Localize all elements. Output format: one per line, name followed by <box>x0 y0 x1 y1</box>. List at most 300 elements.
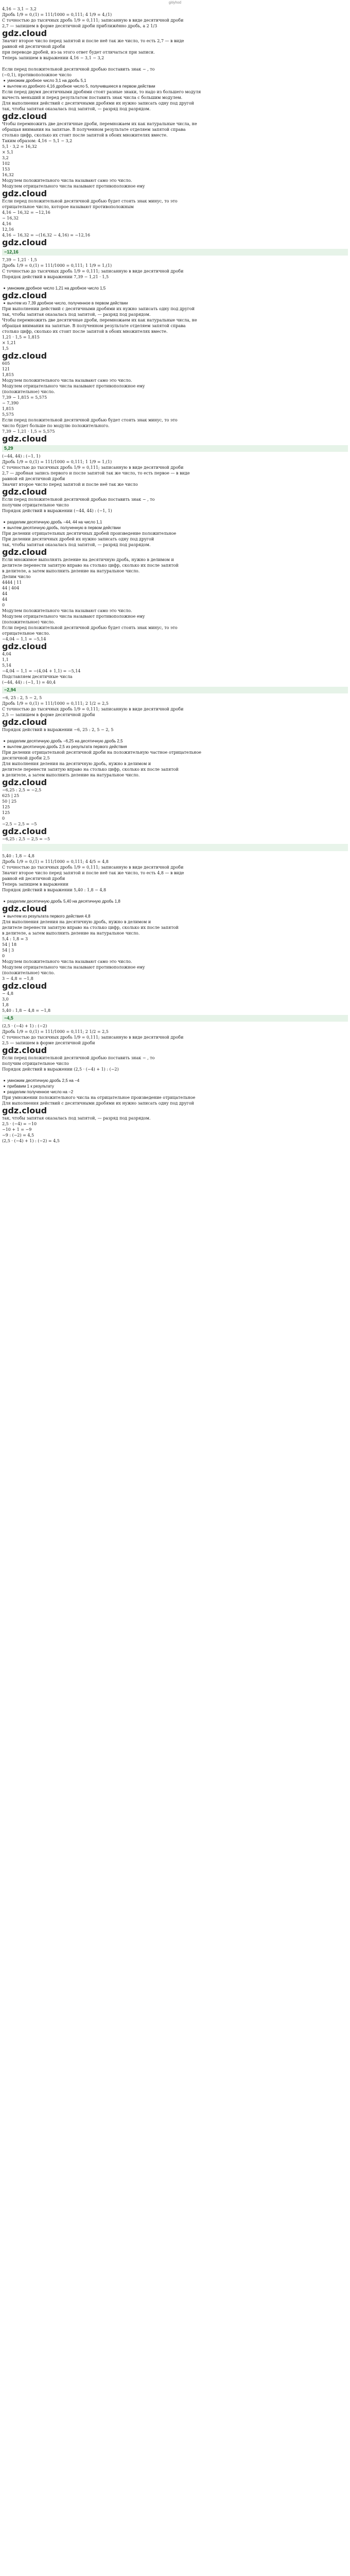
spacer-line <box>2 2209 348 2215</box>
spacer-line <box>2 1161 348 1166</box>
spacer-line <box>2 2476 348 2481</box>
spacer-line <box>2 1988 348 1994</box>
spacer-line <box>2 1268 348 1274</box>
spacer-line <box>2 1682 348 1688</box>
solution-line: 7,39 − 1,815 = 5,575 <box>2 395 47 400</box>
solution-line: Если перед двумя десятичными дробями стоят разные знаки, то надо из большего модуля <box>2 90 201 94</box>
spacer-line <box>2 2102 348 2107</box>
solution-line: 3,0 <box>2 997 9 1002</box>
solution-line: в делителе, а затем выполнить деление на натуральное число. <box>2 569 140 573</box>
spacer-line <box>2 1778 348 1784</box>
spacer-line <box>2 1909 348 1914</box>
step-list-item: прибавим 1 к результату <box>2 1083 348 1089</box>
answer-highlight: 5,29 <box>2 445 348 452</box>
watermark-text: gdz.cloud <box>2 981 47 991</box>
solution-line: Для выполнения действий с десятичными дробями их нужно записать одну под другой <box>2 1101 194 1106</box>
solution-line: Если перед положительной десятичной дробью поставить знак − , то <box>2 1056 155 1060</box>
spacer-line <box>2 1920 348 1926</box>
spacer-line <box>2 1801 348 1807</box>
spacer-line <box>2 1240 348 1246</box>
solution-line: 7,39 − 1,21 · 1,5 <box>2 258 37 262</box>
spacer-line <box>2 1529 348 1535</box>
solution-line: вычесть меньший и перед результатом поставить знак числа с большим модулем. <box>2 95 183 100</box>
watermark-text: gdz.cloud <box>2 111 47 121</box>
solution-line: С точностью до тысячных дробь 1/9 = 0,111; записанную в виде десятичной дроби <box>2 707 184 711</box>
solution-line: Порядок действий в выражении 5,40 : 1,8 − 4,8 <box>2 888 107 892</box>
watermark-text: gdz.cloud <box>2 826 47 836</box>
solution-line: 44 | 404 <box>2 586 20 590</box>
spacer-line <box>2 1552 348 1557</box>
solution-line: так, чтобы запятая оказалась под запятой, — разряд под разрядом. <box>2 543 151 547</box>
spacer-line <box>2 1824 348 1829</box>
spacer-line <box>2 1812 348 1818</box>
spacer-line <box>2 1977 348 1982</box>
spacer-line <box>2 1608 348 1614</box>
spacer-line <box>2 2045 348 2050</box>
step-list-item: разделим полученное число на −2 <box>2 1089 348 1095</box>
spacer-line <box>2 1478 348 1484</box>
spacer-line <box>2 1852 348 1858</box>
solution-line <box>2 61 348 66</box>
solution-line: 4,04 <box>2 652 11 656</box>
solution-line: 5,1 · 3,2 = 16,32 <box>2 144 37 149</box>
spacer-line <box>2 1841 348 1846</box>
spacer-line <box>2 1716 348 1722</box>
solution-line: Значит второе число перед запятой и после неё так же число, то есть 2,7 — в виде <box>2 39 184 43</box>
spacer-line <box>2 1614 348 1620</box>
spacer-line <box>2 2413 348 2419</box>
spacer-line <box>2 2255 348 2260</box>
spacer-line <box>2 1506 348 1512</box>
spacer-line <box>2 1421 348 1427</box>
solution-line: Модулем положительного числа называют само это число. <box>2 959 132 964</box>
solution-line: 102 <box>2 161 10 166</box>
solution-line: Таким образом: 4,16 − 5,1 − 3,2 <box>2 139 73 143</box>
spacer-line <box>2 1166 348 1172</box>
spacer-line <box>2 1348 348 1353</box>
solution-line: 16,32 <box>2 173 14 177</box>
solution-line: −6, 25 : 2, 5 − 2, 5 <box>2 696 42 700</box>
spacer-line <box>2 1149 348 1155</box>
solution-line: 2,5 — запишем в форме десятичной дроби <box>2 1041 95 1045</box>
spacer-line <box>2 1410 348 1416</box>
solution-line: Модулем положительного числа называют само это число. <box>2 608 132 613</box>
spacer-line <box>2 1399 348 1404</box>
spacer-line <box>2 1183 348 1189</box>
spacer-line <box>2 2493 348 2498</box>
spacer-line <box>2 2549 348 2555</box>
spacer-line <box>2 1314 348 1319</box>
spacer-line <box>2 2170 348 2175</box>
solution-line: 54 | 18 <box>2 942 17 947</box>
watermark-text: gdz.cloud <box>2 189 47 198</box>
spacer-line <box>2 2050 348 2056</box>
spacer-line <box>2 2289 348 2294</box>
solution-line: равной ей десятичной дроби <box>2 477 65 481</box>
solution-line: Дробь 1/9 = 0,(1) = 111/1000 = 0,111; 2 1/2 = 2,5 <box>2 701 109 706</box>
spacer-line <box>2 1858 348 1863</box>
solution-line: × 1,21 <box>2 341 16 345</box>
spacer-line <box>2 1195 348 1200</box>
solution-line: делителе перенести запятую вправо на столько цифр, сколько их после запятой <box>2 925 179 930</box>
solution-line: отрицательное число, которое называют противоположным <box>2 205 134 209</box>
spacer-line <box>2 1625 348 1631</box>
spacer-line <box>2 2187 348 2192</box>
step-list-item: умножим дробное число 1,21 на дробное число 1,5 <box>2 285 348 291</box>
solution-line: Модулем отрицательного числа называют противоположное ему <box>2 965 145 970</box>
solution-line: (положительное) число. <box>2 389 55 394</box>
solution-line: 44 <box>2 591 8 596</box>
spacer-line <box>2 1461 348 1467</box>
watermark-text: gdz.cloud <box>2 777 47 787</box>
spacer-line <box>2 2527 348 2532</box>
spacer-line <box>2 1450 348 1455</box>
spacer-line <box>2 1937 348 1943</box>
spacer-line <box>2 2572 348 2576</box>
solution-line: получим отрицательное число <box>2 1061 69 1066</box>
solution-line: 0 <box>2 603 5 607</box>
spacer-line <box>2 1835 348 1841</box>
spacer-line <box>2 2215 348 2221</box>
watermark-text: gdz.cloud <box>2 238 47 247</box>
spacer-line <box>2 2481 348 2487</box>
spacer-line <box>2 1189 348 1195</box>
solution-line: так, чтобы запятая оказалась под запятой, — разряд под разрядом. <box>2 107 151 111</box>
solution-line: 1,8 <box>2 1003 9 1007</box>
spacer-line <box>2 1869 348 1875</box>
solution-line: в делителе, а затем выполнить деление на натуральное число. <box>2 931 140 936</box>
solution-line: 50 | 25 <box>2 799 17 804</box>
solution-line: 4,16 − 16,32 = −12,16 <box>2 210 50 215</box>
solution-line: Модулем отрицательного числа называют противоположное ему <box>2 614 145 619</box>
spacer-line <box>2 1438 348 1444</box>
spacer-line <box>2 2249 348 2255</box>
spacer-line <box>2 1886 348 1892</box>
solution-line: (2,5 · (−4) + 1) : (−2) <box>2 1024 47 1028</box>
solution-line: 125 <box>2 810 10 815</box>
spacer-line <box>2 2408 348 2413</box>
solution-line: в делителе, а затем выполнить деление на натуральное число. <box>2 773 140 777</box>
answer-highlight: −2,94 <box>2 687 348 693</box>
spacer-line <box>2 2430 348 2436</box>
spacer-line <box>2 1489 348 1495</box>
spacer-line <box>2 1897 348 1903</box>
spacer-line <box>2 1620 348 1625</box>
spacer-line <box>2 2079 348 2084</box>
spacer-line <box>2 2294 348 2300</box>
solution-line: При делении отрицательной десятичной дроби на положительную частное отрицательное <box>2 750 202 755</box>
solution-line: обращая внимания на запятые. В полученном результате отделяем запятой справа <box>2 127 186 132</box>
spacer-line <box>2 1880 348 1886</box>
solution-line: −6,25 : 2,5 = −2,5 <box>2 788 42 792</box>
watermark-text: gdz.cloud <box>2 487 47 497</box>
spacer-line <box>2 1790 348 1795</box>
spacer-line <box>2 1540 348 1546</box>
spacer-line <box>2 2459 348 2464</box>
spacer-line <box>2 2198 348 2204</box>
solution-line: число будет больше по модулю положительного. <box>2 423 110 428</box>
solution-line: равной ей десятичной дроби <box>2 44 65 49</box>
spacer-line <box>2 1807 348 1812</box>
spacer-line <box>2 1206 348 1212</box>
solution-line <box>2 280 348 285</box>
solution-line <box>2 893 348 899</box>
spacer-line <box>2 2385 348 2391</box>
spacer-line <box>2 1370 348 1376</box>
spacer-line <box>2 1217 348 1223</box>
spacer-line <box>2 1302 348 1308</box>
solution-line: при переводе дробей, из-за этого ответ будет отличаться при записи. <box>2 50 155 55</box>
spacer-line <box>2 2158 348 2164</box>
spacer-line <box>2 2436 348 2442</box>
spacer-line <box>2 1535 348 1540</box>
solution-line: так, чтобы запятая оказалась под запятой, — разряд под разрядом. <box>2 1116 151 1121</box>
spacer-line <box>2 1965 348 1971</box>
spacer-line <box>2 1773 348 1778</box>
spacer-line <box>2 2425 348 2430</box>
spacer-line <box>2 2566 348 2572</box>
spacer-line <box>2 2334 348 2340</box>
solution-line: Порядок действий в выражении −6, 25 : 2, 5 − 2, 5 <box>2 727 114 732</box>
solution-line: 5,14 <box>2 663 11 668</box>
solution-line: −4,04 − 1,1 = −5,14 <box>2 637 46 641</box>
solution-line: −9 : (−2) = 4,5 <box>2 1133 34 1138</box>
spacer-line <box>2 1829 348 1835</box>
spacer-line <box>2 2357 348 2362</box>
answer-highlight: −4,5 <box>2 1015 348 1022</box>
solution-line: 125 <box>2 805 10 809</box>
step-list-item: вычтем из 7,39 дробное число, полученное в первом действии <box>2 300 348 306</box>
spacer-line <box>2 2260 348 2266</box>
spacer-line <box>2 2136 348 2141</box>
spacer-line <box>2 1642 348 1648</box>
solution-line: 1,815 <box>2 406 14 411</box>
spacer-line <box>2 2028 348 2033</box>
solution-line: При делении отрицательных десятичных дробей произведение положительное <box>2 531 177 536</box>
spacer-line <box>2 1416 348 1421</box>
solution-line: −10 + 1 = −9 <box>2 1127 32 1132</box>
spacer-line <box>2 2391 348 2396</box>
spacer-line <box>2 2283 348 2289</box>
spacer-line <box>2 1914 348 1920</box>
solution-line: 5,40 : 1,8 − 4,8 = −1,8 <box>2 1008 51 1013</box>
spacer-line <box>2 1631 348 1637</box>
spacer-line <box>2 1994 348 1999</box>
spacer-line <box>2 1325 348 1331</box>
spacer-line <box>2 1733 348 1739</box>
spacer-line <box>2 1586 348 1591</box>
solution-line: При делении десятичных дробей их нужно записать одну под другой <box>2 537 154 541</box>
solution-line: 44 <box>2 597 8 602</box>
solution-line: 4,16 − 16,32 = −(16,32 − 4,16) = −12,16 <box>2 233 91 238</box>
solution-line <box>2 733 348 738</box>
solution-line: 0 <box>2 816 5 821</box>
spacer-line <box>2 2238 348 2243</box>
spacer-line <box>2 1297 348 1302</box>
spacer-line <box>2 2192 348 2198</box>
watermark-text: gdz.cloud <box>2 904 47 913</box>
solution-line: 1,21 · 1,5 = 1,815 <box>2 335 40 340</box>
spacer-line <box>2 2470 348 2476</box>
spacer-line <box>2 2515 348 2521</box>
solution-line: Подставляем десятичные числа <box>2 674 73 679</box>
spacer-line <box>2 2022 348 2028</box>
spacer-line <box>2 2498 348 2504</box>
solution-line: Теперь запишем в выражении 4,16 − 3,1 − 3,2 <box>2 56 104 60</box>
spacer-line <box>2 2396 348 2402</box>
spacer-line <box>2 1603 348 1608</box>
watermark-text: gdz.cloud <box>2 717 47 727</box>
solution-line: 5,4 : 1,8 = 3 <box>2 937 28 941</box>
spacer-line <box>2 2147 348 2153</box>
spacer-line <box>2 1705 348 1710</box>
spacer-line <box>2 2419 348 2425</box>
spacer-line <box>2 2510 348 2515</box>
spacer-line <box>2 1648 348 1654</box>
spacer-line <box>2 2340 348 2345</box>
solution-line: 5,575 <box>2 412 14 417</box>
solution-line: − 4,8 <box>2 991 13 996</box>
spacer-line <box>2 2368 348 2374</box>
spacer-line <box>2 2487 348 2493</box>
solution-line: 2,7 — запишем в форме десятичной дроби приближённо дробь, а 2 1/3 <box>2 24 157 28</box>
spacer-line <box>2 2306 348 2311</box>
solution-content <box>0 6 350 2576</box>
spacer-line <box>2 1200 348 1206</box>
spacer-line <box>2 1353 348 1359</box>
spacer-line <box>2 2096 348 2102</box>
spacer-line <box>2 2005 348 2011</box>
spacer-line <box>2 1671 348 1676</box>
spacer-line <box>2 1274 348 1280</box>
spacer-line <box>2 1710 348 1716</box>
spacer-line <box>2 1892 348 1897</box>
solution-line: × 5,1 <box>2 150 13 155</box>
step-list-item: разделим десятичную дробь −44, 44 на число 1,1 <box>2 519 348 525</box>
step-list-item: вычтем десятичную дробь 2,5 из результата первого действия <box>2 744 348 750</box>
spacer-line <box>2 2164 348 2170</box>
spacer-line <box>2 1285 348 1291</box>
spacer-line <box>2 1744 348 1750</box>
spacer-line <box>2 2317 348 2323</box>
spacer-line <box>2 1331 348 1336</box>
spacer-line <box>2 1234 348 1240</box>
spacer-line <box>2 2544 348 2549</box>
spacer-line <box>2 1637 348 1642</box>
spacer-line <box>2 1546 348 1552</box>
solution-line: обращая внимания на запятые. В полученном результате отделяем запятой справа <box>2 324 186 328</box>
spacer-line <box>2 2039 348 2045</box>
step-list-item: вычтем десятичную дробь, полученную в первом действии <box>2 525 348 531</box>
solution-line: Для выполнения деления на десятичную дробь, нужно в делимом и <box>2 920 151 924</box>
watermark-text: gdz.cloud <box>2 291 47 300</box>
solution-line: При выполнении действий с десятичными дробями их нужно записать одну под другой <box>2 307 195 311</box>
solution-line: 54 | 3 <box>2 948 14 953</box>
solution-line: Если перед положительной десятичной дробью будет стоять знак минус, то это <box>2 199 178 204</box>
spacer-line <box>2 1178 348 1183</box>
spacer-line <box>2 2362 348 2368</box>
spacer-line <box>2 1342 348 1348</box>
spacer-line <box>2 1393 348 1399</box>
solution-line: (−44, 44) : (−1, 1) = 40,4 <box>2 680 56 685</box>
spacer-line <box>2 2561 348 2566</box>
solution-line: 4444 | 11 <box>2 580 22 585</box>
solution-line: десятичной дроби 2,5 <box>2 756 50 760</box>
solution-line: 7,39 − 1,21 · 1,5 = 5,575 <box>2 429 55 434</box>
spacer-line <box>2 1597 348 1603</box>
spacer-line <box>2 1659 348 1665</box>
spacer-line <box>2 2442 348 2447</box>
solution-line: Для выполнения действий с десятичными дробями их нужно записать одну под другой <box>2 101 194 106</box>
spacer-line <box>2 1472 348 1478</box>
watermark-text: gdz.cloud <box>2 1106 47 1115</box>
spacer-line <box>2 1155 348 1161</box>
solution-line: Модулем отрицательного числа называют противоположное ему <box>2 384 145 388</box>
spacer-line <box>2 2113 348 2119</box>
spacer-line <box>2 1818 348 1824</box>
solution-line: равной ей десятичной дроби <box>2 876 65 881</box>
solution-line: 121 <box>2 367 10 371</box>
spacer-line <box>2 2345 348 2351</box>
spacer-line <box>2 1665 348 1671</box>
step-list-item: вычтем из дробного 4,16 дробное число 5, получившееся в первом действии <box>2 83 348 89</box>
solution-line: Для выполнения деления на десятичную дробь, нужно в делимом и <box>2 761 151 766</box>
watermark-text: gdz.cloud <box>2 351 47 361</box>
spacer-line <box>2 1427 348 1433</box>
solution-line: −4,04 − 1,1 = −(4,04 + 1,1) = −5,14 <box>2 669 81 673</box>
step-list-item: разделим десятичную дробь 5,40 на десятичную дробь 1,8 <box>2 899 348 904</box>
solution-line: 2,5 — запишем в форме десятичной дроби <box>2 713 95 717</box>
solution-line: Дробь 1/9 = 0,(1) = 111/1000 = 0,111; 1 1/9 = 1,(1) <box>2 263 112 268</box>
spacer-line <box>2 2311 348 2317</box>
watermark-text: gdz.cloud <box>2 1045 47 1055</box>
solution-line: (−0,1), противоположное число <box>2 73 72 77</box>
spacer-line <box>2 2016 348 2022</box>
spacer-line <box>2 2300 348 2306</box>
spacer-line <box>2 1756 348 1761</box>
spacer-line <box>2 1518 348 1523</box>
spacer-line <box>2 1971 348 1977</box>
spacer-line <box>2 1563 348 1569</box>
spacer-line <box>2 2226 348 2232</box>
solution-line: Значит второе число перед запятой и после неё так же число <box>2 482 138 487</box>
spacer-line <box>2 1948 348 1954</box>
solution-line: Дробь 1/9 = 0,(1) = 111/1000 = 0,111; 1 1/9 = 1,(1) <box>2 460 112 464</box>
solution-line: Если перед положительной десятичной дробью будет стоять знак минус, то это <box>2 418 178 422</box>
solution-line: 3 − 4,8 = −1,8 <box>2 976 33 981</box>
solution-line: 1,815 <box>2 372 14 377</box>
spacer-line <box>2 1251 348 1257</box>
spacer-line <box>2 2464 348 2470</box>
spacer-line <box>2 2119 348 2124</box>
spacer-line <box>2 2538 348 2544</box>
watermark-text: gdz.cloud <box>2 641 47 651</box>
solution-line: С точностью до тысячных дробь 1/9 = 0,111; записанную в виде десятичной дроби <box>2 865 184 870</box>
spacer-line <box>2 1676 348 1682</box>
solution-line <box>2 1072 348 1078</box>
solution-line: делителе перенести запятую вправо на столько цифр, сколько их после запятой <box>2 767 179 772</box>
solution-line: − 7,390 <box>2 401 19 405</box>
solution-line: Если перед положительной десятичной дробью будет стоять знак минус, то это <box>2 625 178 630</box>
solution-line: столько цифр, сколько их стоит после запятой в обоих множителях вместе. <box>2 133 168 138</box>
spacer-line <box>2 2141 348 2147</box>
solution-line: 0 <box>2 954 5 958</box>
solution-line: −2,5 − 2,5 = −5 <box>2 822 37 826</box>
solution-line: Значит второе число перед запятой и после неё так же число, то есть 4,8 — в виде <box>2 871 184 875</box>
watermark-text: gdz.cloud <box>2 434 47 444</box>
spacer-line <box>2 2532 348 2538</box>
spacer-line <box>2 1365 348 1370</box>
